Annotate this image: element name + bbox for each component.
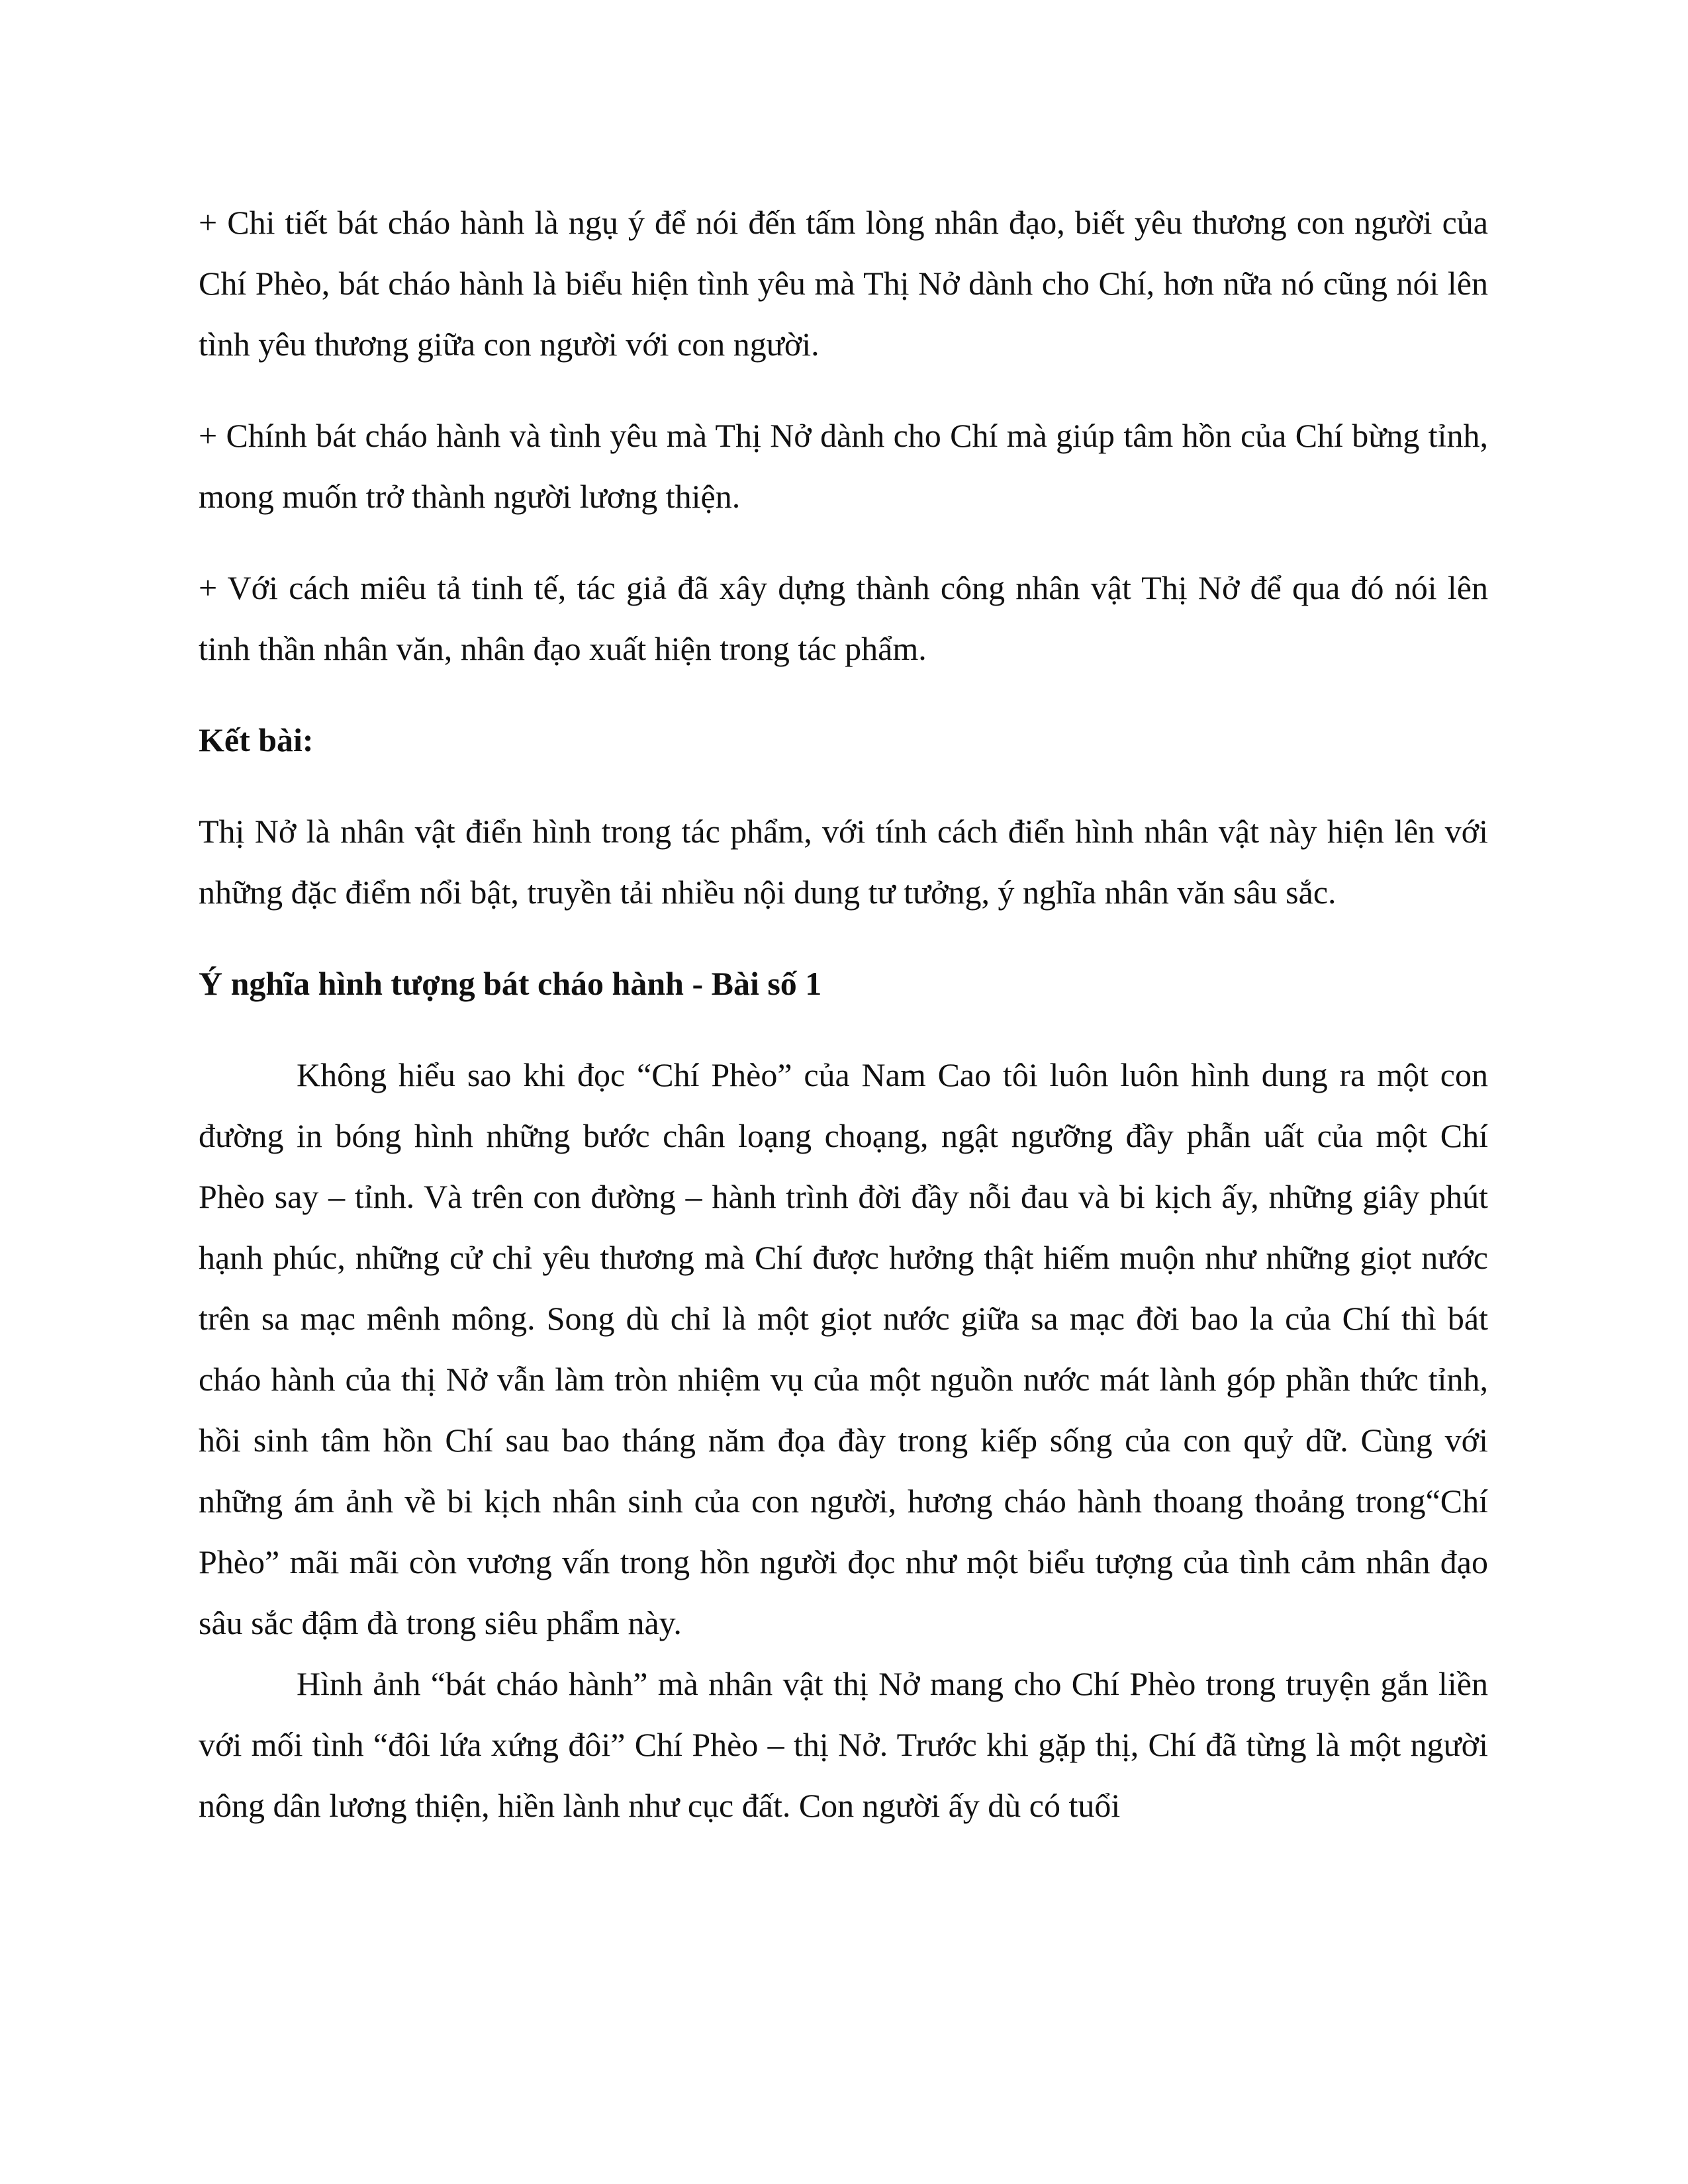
bullet-paragraph-1: + Chi tiết bát cháo hành là ngụ ý để nói đến tấm lòng nhân đạo, biết yêu thương con người của Chí Phèo, bát cháo hành là biểu hiện tình yêu mà Thị Nở dành cho Chí, hơn nữa nó cũng nói lên tình yêu thương giữa con người với con người. [199,204,1488,363]
essay-paragraph-2: Hình ảnh “bát cháo hành” mà nhân vật thị Nở mang cho Chí Phèo trong truyện gắn liền với mối tình “đôi lứa xứng đôi” Chí Phèo – thị Nở. Trước khi gặp thị, Chí đã từng là một người nông dân lương thiện, hiền lành như cục đất. Con người ấy dù có tuổi [199,1665,1488,1824]
essay-heading: Ý nghĩa hình tượng bát cháo hành - Bài số 1 [199,965,822,1002]
page-content [199,192,1488,1836]
bullet-paragraph-3: + Với cách miêu tả tinh tế, tác giả đã xây dựng thành công nhân vật Thị Nở để qua đó nói lên tinh thần nhân văn, nhân đạo xuất hiện trong tác phẩm. [199,569,1488,667]
bullet-paragraph-2: + Chính bát cháo hành và tình yêu mà Thị Nở dành cho Chí mà giúp tâm hồn của Chí bừng tỉnh, mong muốn trở thành người lương thiện. [199,417,1488,515]
conclusion-paragraph: Thị Nở là nhân vật điển hình trong tác phẩm, với tính cách điển hình nhân vật này hiện lên với những đặc điểm nổi bật, truyền tải nhiều nội dung tư tưởng, ý nghĩa nhân văn sâu sắc. [199,813,1488,911]
essay-paragraph-1: Không hiểu sao khi đọc “Chí Phèo” của Nam Cao tôi luôn luôn hình dung ra một con đường in bóng hình những bước chân loạng choạng, ngật ngưỡng đầy phẫn uất của một Chí Phèo say – tỉnh. Và trên con đường – hành trình đời đầy nỗi đau và bi kịch ấy, những giây phút hạnh phúc, những cử chỉ yêu thương mà Chí được hưởng thật hiếm muộn như những giọt nước trên sa mạc mênh mông. Song dù chỉ là một giọt nước giữa sa mạc đời bao la của Chí thì bát cháo hành của thị Nở vẫn làm tròn nhiệm vụ của một nguồn nước mát lành góp phần thức tỉnh, hồi sinh tâm hồn Chí sau bao tháng năm đọa đày trong kiếp sống của con quỷ dữ. Cùng với những ám ảnh về bi kịch nhân sinh của con người, hương cháo hành thoang thoảng trong“Chí Phèo” mãi mãi còn vương vấn trong hồn người đọc như một biểu tượng của tình cảm nhân đạo sâu sắc đậm đà trong siêu phẩm này. [199,1056,1488,1641]
conclusion-heading: Kết bài: [199,721,314,758]
